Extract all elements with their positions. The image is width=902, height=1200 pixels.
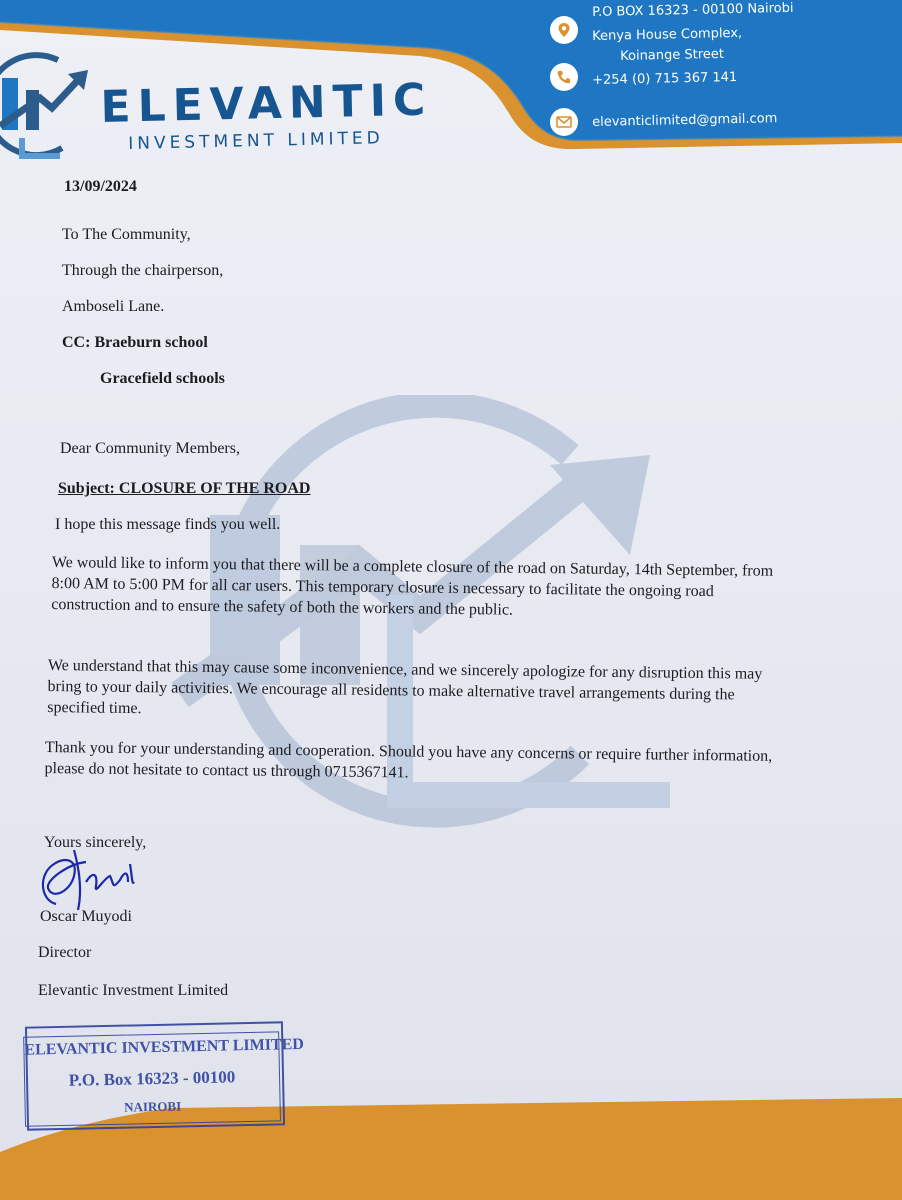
phone-number: +254 (0) 715 367 141 xyxy=(592,69,738,88)
recipient-line-1: To The Community, xyxy=(62,226,191,243)
cc-line: CC: Braeburn school xyxy=(62,334,208,351)
signer-name: Oscar Muyodi xyxy=(40,908,132,925)
signer-title: Director xyxy=(38,944,92,961)
paragraph-4: Thank you for your understanding and cooperation. Should you have any concerns or require further information, please do not hesitate to contact us through 0715367141. xyxy=(44,738,773,782)
recipient-line-3: Amboseli Lane. xyxy=(62,298,165,315)
paragraph-2: We would like to inform you that there will be a complete closure of the road on Saturday, 14th September, from 8:00 AM to 5:00 PM for all car users. This temporary closure is necessary to facilitate the ongoing road construction and to ensure the safety of both the workers and the public. xyxy=(51,553,774,619)
address-line-1: P.O BOX 16323 - 00100 Nairobi xyxy=(592,0,794,20)
company-stamp xyxy=(24,1021,305,1130)
stamp-city: NAIROBI xyxy=(123,1098,182,1115)
stamp-company-name: ELEVANTIC INVESTMENT LIMITED xyxy=(24,1035,305,1059)
signer-company: Elevantic Investment Limited xyxy=(38,982,229,999)
recipient-line-2: Through the chairperson, xyxy=(62,262,224,279)
letter-date: 13/09/2024 xyxy=(64,178,137,195)
cc-line-2: Gracefield schools xyxy=(100,370,225,387)
email-address: elevanticlimited@gmail.com xyxy=(592,111,778,130)
salutation: Dear Community Members, xyxy=(60,440,240,457)
mail-icon xyxy=(550,108,578,136)
stamp-po-box: P.O. Box 16323 - 00100 xyxy=(68,1067,236,1090)
location-pin-icon xyxy=(550,16,578,44)
company-subtitle: INVESTMENT LIMITED xyxy=(128,128,384,154)
closing: Yours sincerely, xyxy=(44,834,147,851)
subject-line: Subject: CLOSURE OF THE ROAD xyxy=(58,480,311,497)
address-line-3: Koinange Street xyxy=(620,46,725,64)
phone-icon xyxy=(550,63,578,91)
company-logo-icon xyxy=(0,48,100,163)
company-name: ELEVANTIC xyxy=(100,74,433,133)
paragraph-1: I hope this message finds you well. xyxy=(55,516,281,533)
paragraph-3: We understand that this may cause some inconvenience, and we sincerely apologize for any disruption this may bring to your daily activities. We encourage all residents to make alternative travel arrangements during the specified time. xyxy=(47,656,763,718)
address-line-2: Kenya House Complex, xyxy=(592,25,743,44)
